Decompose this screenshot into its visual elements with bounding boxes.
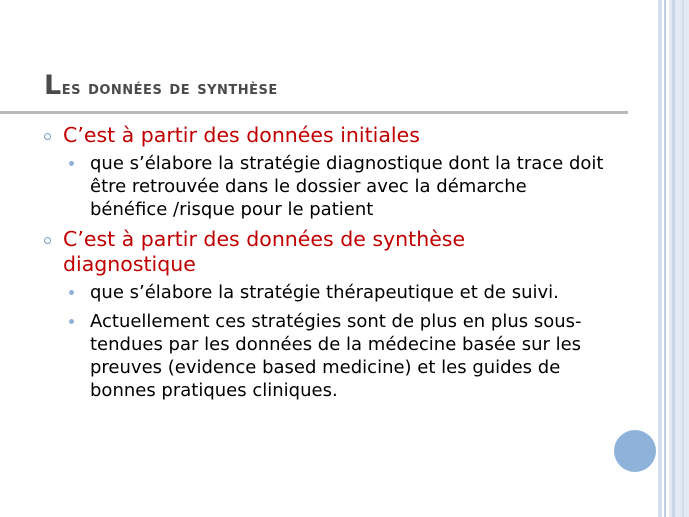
bullet-item	[44, 123, 604, 148]
decorative-stripe	[682, 0, 684, 517]
title-divider	[0, 111, 628, 114]
decorative-stripe	[658, 0, 662, 517]
bullet-text: C’est à partir des données de synthèse diagnostique	[63, 227, 466, 276]
sub-bullet-item	[44, 281, 604, 304]
bullet-item	[44, 227, 604, 277]
dot-bullet-icon	[69, 319, 74, 324]
dot-bullet-icon	[69, 161, 74, 166]
sub-bullet-item	[44, 152, 604, 221]
slide-content	[44, 123, 604, 408]
sub-bullet-item	[44, 310, 604, 402]
title-initial: L	[44, 70, 62, 101]
dot-bullet-icon	[69, 290, 74, 295]
bullet-text: C’est à partir des données initiales	[63, 123, 420, 147]
hollow-circle-bullet-icon	[44, 133, 51, 140]
title-rest: es données de synthèse	[61, 77, 278, 99]
hollow-circle-bullet-icon	[44, 237, 51, 244]
decorative-stripe	[672, 0, 675, 517]
slide-title	[44, 70, 278, 101]
sub-bullet-text: Actuellement ces stratégies sont de plus en plus sous-tendues par les données de la médecine basée sur les preuves (evidence based medicine) et les guides de bonnes pratiques cliniques.	[90, 311, 582, 401]
sub-bullet-text: que s’élabore la stratégie diagnostique dont la trace doit être retrouvée dans le dossier avec la démarche bénéfice /risque pour le patient	[90, 153, 604, 220]
sub-bullet-text: que s’élabore la stratégie thérapeutique et de suivi.	[90, 282, 559, 303]
decorative-circle-icon	[614, 430, 656, 472]
decorative-stripe	[664, 0, 666, 517]
